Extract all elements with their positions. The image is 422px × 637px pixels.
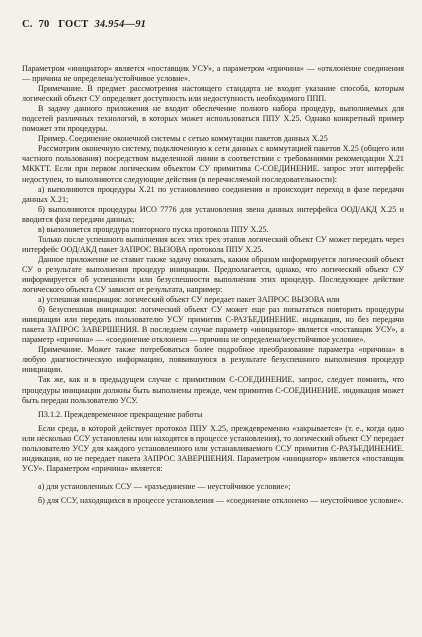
list-item: а) успешная инициация: логический объект СУ передает пакет ЗАПРОС ВЫЗОВА или bbox=[38, 295, 340, 305]
section-heading: П3.1.2. Преждевременное прекращение работы bbox=[38, 409, 203, 419]
note-paragraph: Примечание. В предмет рассмотрения настоящего стандарта не входит указание способа, которым логический объект СУ определяет доступность или недоступность необходимого ППП. bbox=[22, 84, 404, 104]
list-item: а) для установленных ССУ — «разъединение — неустойчивое условие»; bbox=[38, 481, 291, 491]
paragraph: Только после успешного выполнения всех этих трех этапов логический объект СУ может передать через интерфейс ООД/АКД пакет ЗАПРОС ВЫЗОВА протокола ППУ Х.25. bbox=[22, 234, 404, 254]
page-header bbox=[22, 19, 152, 30]
example-paragraph: Пример. Соединение оконечной системы с сетью коммутации пакетов данных Х.25 bbox=[38, 134, 328, 144]
list-item: б) безуспешная инициация: логический объект СУ может еще раз попытаться повторить процедуры инициации или передать пользователю УСУ примитив С-РАЗЪЕДИНЕНИЕ. индикация, но без передачи пакета ЗАПРОС ЗАВЕРШЕНИЯ. В последнем случае параметр «инициатор» является «поставщик УСУ», а параметр «причина» — «соединение отклонено — причина не определена/неустойчивое условие». bbox=[22, 305, 404, 345]
document-body bbox=[22, 64, 404, 506]
note-paragraph: Примечание. Может также потребоваться более подробное преобразование параметра «причина» в любую диагностическую информацию, появившуюся в результате безуспешного выполнения процедур инициации. bbox=[22, 345, 404, 375]
standard-name: ГОСТ bbox=[58, 19, 89, 30]
page-number: 70 bbox=[38, 19, 50, 30]
paragraph: Так же, как и в предыдущем случае с примитивом С-СОЕДИНЕНИЕ. запрос, следует помнить, что процедуры инициации должны быть выполнены прежде, чем примитив С-СОЕДИНЕНИЕ. индикация может быть передан пользователю УСУ. bbox=[22, 375, 404, 405]
paragraph: Параметром «инициатор» является «поставщик УСУ», а параметром «причина» — «отклонение соединения — причина не определена/устойчивое условие». bbox=[22, 64, 404, 84]
paragraph: Данное приложение не ставит также задачу показать, каким образом информируется логический объект СУ о результате выполнения процедур инициации. Предполагается, однако, что логический объект СУ информируется об успешности или безуспешности выполнения этих процедур. Последующее действие логического объекта СУ зависит от результата, например: bbox=[22, 254, 404, 295]
paragraph: В задачу данного приложения не входит обеспечение полного набора процедур, выполняемых для подсетей различных технологий, в которых может использоваться ППУ Х.25. Однако конкретный пример поможет эти процедуры. bbox=[22, 104, 404, 134]
paragraph: Если среда, в которой действует протокол ППУ Х.25, преждевременно «закрывается» (т. е., когда одно или несколько ССУ установлены или находятся в процессе установления), то логический объект СУ передает пользователю УСУ для каждого установленного или устанавливаемого ССУ примитив С-РАЗЪЕДИНЕНИЕ. индикация, но не передает пакета ЗАПРОС ЗАВЕРШЕНИЯ. Параметром «инициатор» является «поставщик УСУ». Параметром «причина» является: bbox=[22, 423, 404, 473]
standard-number: 34.954—91 bbox=[94, 19, 147, 30]
page-prefix: С. bbox=[22, 19, 33, 30]
paragraph: Рассмотрим оконечную систему, подключенную к сети данных с коммутацией пакетов Х.25 (общего или частного пользования) посредством выделенной линии в соответствии с требованиями рекомендации Х.21 МККТТ. Если при первом логическим объектом СУ примитива С-СОЕДИНЕНИЕ. запрос этот интерфейс недоступен, то выполняются следующие действия (в перечисляемой последовательности): bbox=[22, 144, 404, 184]
list-item: б) для ССУ, находящихся в процессе установления — «соединение отклонено — неустойчивое условие». bbox=[38, 495, 404, 505]
list-item: в) выполняется процедура повторного пуска протокола ППУ Х.25. bbox=[38, 224, 269, 234]
list-item: а) выполняются процедуры Х.21 по установлению соединения и происходит переход в фазе передачи данных Х.21; bbox=[22, 184, 404, 204]
list-item: б) выполняются процедуры ИСО 7776 для установления звена данных интерфейса ООД/АКД Х.25 и вводится фаза передачи данных; bbox=[22, 204, 404, 224]
